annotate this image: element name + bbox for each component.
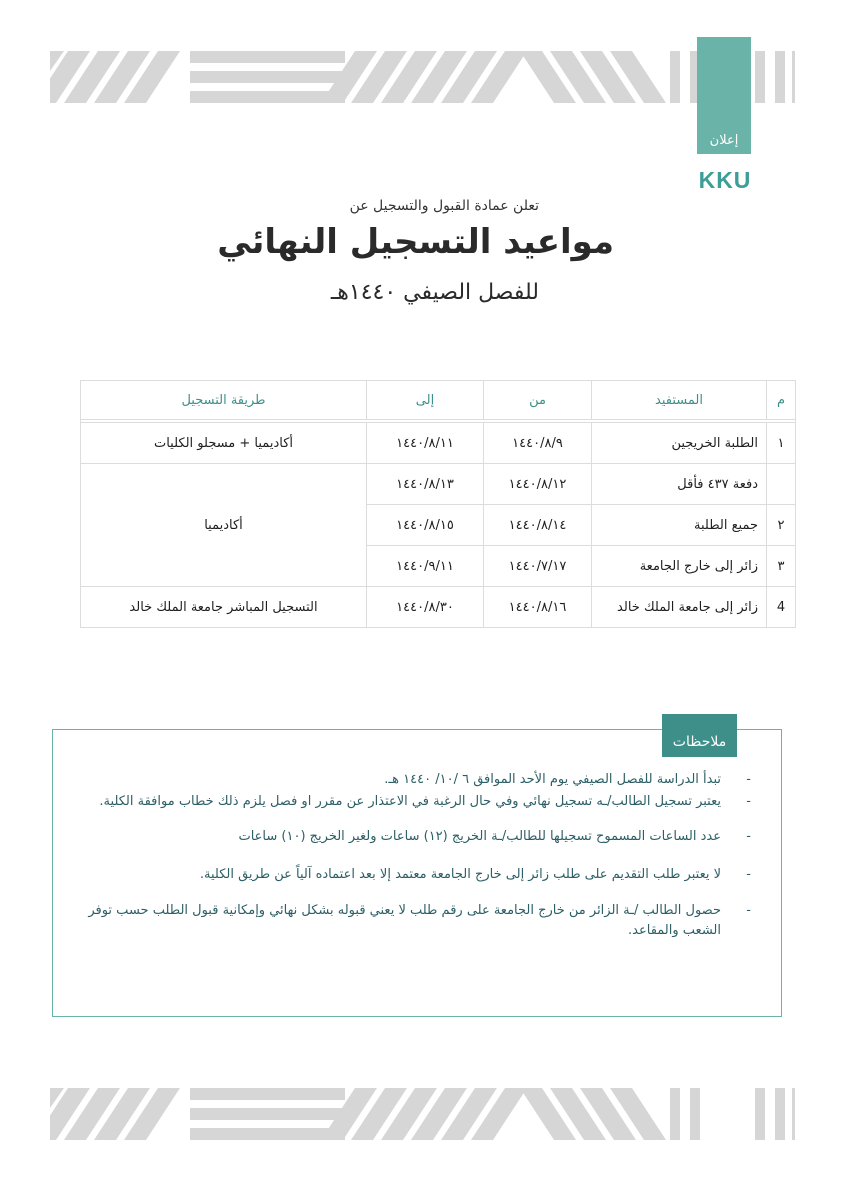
row-method: التسجيل المباشر جامعة الملك خالد [81,587,367,628]
page-subtitle: للفصل الصيفي ١٤٤٠هـ [330,280,539,305]
kku-logo: KKU [698,167,752,193]
header-no: م [767,381,796,420]
row-beneficiary: جميع الطلبة [592,505,767,546]
row-beneficiary: زائر إلى خارج الجامعة [592,546,767,587]
table-row [81,423,796,464]
row-from-date: ١٤٤٠/٨/١٦ [484,587,592,628]
row-to-date: ١٤٤٠/٩/١١ [367,546,484,587]
row-number: ٢ [767,505,796,546]
row-beneficiary: دفعة ٤٣٧ فأقل [592,464,767,505]
note-item: - حصول الطالب /ـة الزائر من خارج الجامعة على رقم طلب لا يعني قبوله بشكل نهائي وإمكانية قبول الطلب حسب توفر الشعب والمقاعد. [71,901,751,941]
note-item: - لا يعتبر طلب التقديم على طلب زائر إلى خارج الجامعة معتمد إلا بعد اعتماده آلياً عن طريق الكلية. [71,865,751,885]
row-beneficiary: الطلبة الخريجين [592,423,767,464]
page-title: مواعيد التسجيل النهائي [217,222,614,262]
row-from-date: ١٤٤٠/٨/١٤ [484,505,592,546]
row-number: ٣ [767,546,796,587]
notes-title: ملاحظات [662,714,737,757]
header-beneficiary: المستفيد [592,381,767,420]
row-from-date: ١٤٤٠/٧/١٧ [484,546,592,587]
bottom-decorative-band [50,1088,795,1140]
row-from-date: ١٤٤٠/٨/١٢ [484,464,592,505]
row-to-date: ١٤٤٠/٨/٣٠ [367,587,484,628]
announcement-tag [697,37,751,154]
intro-text: تعلن عمادة القبول والتسجيل عن [349,198,539,214]
row-to-date: ١٤٤٠/٨/١٣ [367,464,484,505]
notes-box [52,729,782,1017]
announcement-label: إعلان [709,133,739,148]
merged-method-cell: أكاديميا [81,464,367,587]
header-from: من [484,381,592,420]
note-item: - عدد الساعات المسموح تسجيلها للطالب/ـة الخريج (١٢) ساعات ولغير الخريج (١٠) ساعات [71,827,751,847]
row-from-date: ١٤٤٠/٨/٩ [484,423,592,464]
top-decorative-band [50,51,795,103]
row-number: ١ [767,423,796,464]
notes-list [71,770,751,941]
row-to-date: ١٤٤٠/٨/١٥ [367,505,484,546]
table-row [81,587,796,628]
row-beneficiary: زائر إلى جامعة الملك خالد [592,587,767,628]
row-method: أكاديميا + مسجلو الكليات [81,423,367,464]
note-item: - تبدأ الدراسة للفصل الصيفي يوم الأحد الموافق ٦ /١٠/ ١٤٤٠ هـ. [71,770,751,790]
table-row [81,464,796,505]
row-to-date: ١٤٤٠/٨/١١ [367,423,484,464]
header-method: طريقة التسجيل [81,381,367,420]
row-number: 4 [767,587,796,628]
header-to: إلى [367,381,484,420]
registration-schedule-table [80,380,796,628]
table-header-row [81,381,796,420]
note-item: - يعتبر تسجيل الطالب/ـه تسجيل نهائي وفي حال الرغبة في الاعتذار عن مقرر او فصل يلزم ذلك خطاب موافقة الكلية. [71,792,751,812]
row-number [767,464,796,505]
